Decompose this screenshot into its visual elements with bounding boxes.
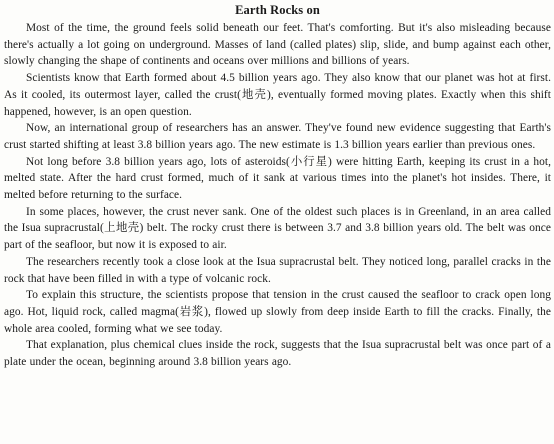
paragraph-8: That explanation, plus chemical clues inside the rock, suggests that the Isua supracrustal belt was once part of a plate under the ocean, beginning around 3.8 billion years ago. [4, 339, 551, 369]
paragraph-1: Most of the time, the ground feels solid beneath our feet. That's comforting. But it's also misleading because there's actually a lot going on underground. Masses of land (called plates) slip, slide, and bump against each other, slowly changing the shape of continents and oceans over millions and billions of years. [4, 22, 551, 68]
paragraph-4: Not long before 3.8 billion years ago, lots of asteroids(小行星) were hitting Earth, keeping its crust in a hot, melted state. After the hard crust formed, much of it sank at various times into the planet's hot insides. There, it melted before returning to the surface. [4, 155, 551, 202]
paragraph-5: In some places, however, the crust never sank. One of the oldest such places is in Greenland, in an area called the Isua supracrustal(上地壳) belt. The rocky crust there is between 3.7 and 3.8 billion years old. The belt was once part of the seafloor, but now it is exposed to air. [4, 205, 551, 252]
article-title: Earth Rocks on [235, 3, 320, 17]
paragraph-2: Scientists know that Earth formed about 4.5 billion years ago. They also know that our planet was hot at first. As it cooled, its outermost layer, called the crust(地壳), eventually formed moving plates. Exactly when this shift happened, however, is an open question. [4, 72, 551, 118]
paragraph-3: Now, an international group of researchers has an answer. They've found new evidence suggesting that Earth's crust started shifting at least 3.8 billion years ago. The new estimate is 1.3 billion years earlier than previous ones. [4, 122, 551, 151]
paragraph-6: The researchers recently took a close look at the Isua supracrustal belt. They noticed long, parallel cracks in the rock that have been filled in with a type of volcanic rock. [4, 255, 551, 285]
paragraph-7: To explain this structure, the scientists propose that tension in the crust caused the seafloor to crack open long ago. Hot, liquid rock, called magma(岩浆), flowed up slowly from deep inside Earth to fill the cracks. Finally, the whole area cooled, forming what we see today. [4, 289, 551, 335]
